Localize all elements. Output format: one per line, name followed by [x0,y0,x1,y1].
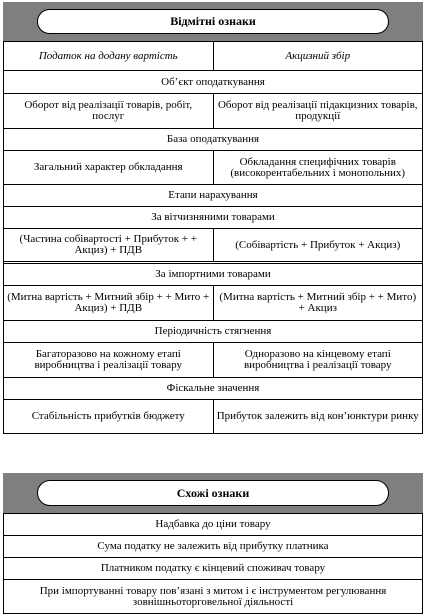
object-label-row [4,71,422,94]
domestic-vat: (Частина собівартості + Прибуток + + Акциз) + ПДВ [19,233,197,256]
base-excise: Обкладання специфічних товарів (високорентабельних і монопольних) [213,151,423,184]
similar-row [4,558,422,580]
base-label-row [4,129,422,151]
similar-item: Платником податку є кінцевий споживач товару [100,562,326,574]
similar-item: Надбавка до ціни товару [155,518,271,530]
periodicity-label-row [4,321,422,343]
similar-features-table [3,513,423,614]
similar-features-header-panel [3,473,423,513]
base-label: База оподаткування [166,133,260,145]
base-vat: Загальний характер обкладання [33,161,183,173]
domestic-label-row [4,207,422,229]
stages-label: Етапи нарахування [168,189,258,201]
object-vat: Оборот від реалізації товарів, робіт, послуг [24,99,193,122]
domestic-excise: (Собівартість + Прибуток + Акциз) [213,229,423,261]
distinct-features-title: Відмітні ознаки [37,9,389,34]
distinct-features-header-panel [3,2,423,41]
object-label: Об’єкт оподаткування [161,75,265,88]
import-excise: (Митна вартість + Митний збір + + Мито) + Акциз [213,286,423,320]
object-excise: Оборот від реалізації підакцизних товарів, продукції [213,94,423,128]
domestic-label: За вітчизняними товарами [151,211,275,223]
periodicity-vat: Багаторазово на кожному етапі виробництва і реалізації товару [34,348,183,371]
header-excise: Акцизний збір [213,42,423,70]
similar-item: Сума податку не залежить від прибутку платника [97,540,329,552]
similar-row [4,536,422,558]
fiscal-excise: Прибуток залежить від кон’юнктури ринку [213,400,423,433]
base-values-row [4,151,422,185]
object-values-row [4,94,422,129]
similar-features-title: Схожі ознаки [37,480,389,506]
fiscal-label: Фіскальне значення [166,382,260,394]
fiscal-vat: Стабільність прибутків бюджету [31,410,185,422]
similar-row [4,580,422,613]
import-label: За імпортними товарами [155,268,271,280]
table-header-row [4,42,422,71]
import-label-row [4,264,422,286]
header-vat: Податок на додану вартість [38,49,178,62]
fiscal-values-row [4,400,422,433]
domestic-values-row [4,229,422,264]
periodicity-label: Періодичність стягнення [154,325,272,337]
import-vat: (Митна вартість + Митний збір + + Мито + Акциз) + ПДВ [7,291,210,314]
periodicity-values-row [4,343,422,378]
periodicity-excise: Одноразово на кінцевому етапі виробництва і реалізації товару [213,343,423,377]
fiscal-label-row [4,378,422,400]
similar-item: При імпортуванні товару пов’язані з митом і є інструментом регулювання зовнішньоторговельної діяльності [39,584,387,608]
stages-label-row [4,185,422,207]
similar-row [4,514,422,536]
import-values-row [4,286,422,321]
distinct-features-table [3,41,423,434]
